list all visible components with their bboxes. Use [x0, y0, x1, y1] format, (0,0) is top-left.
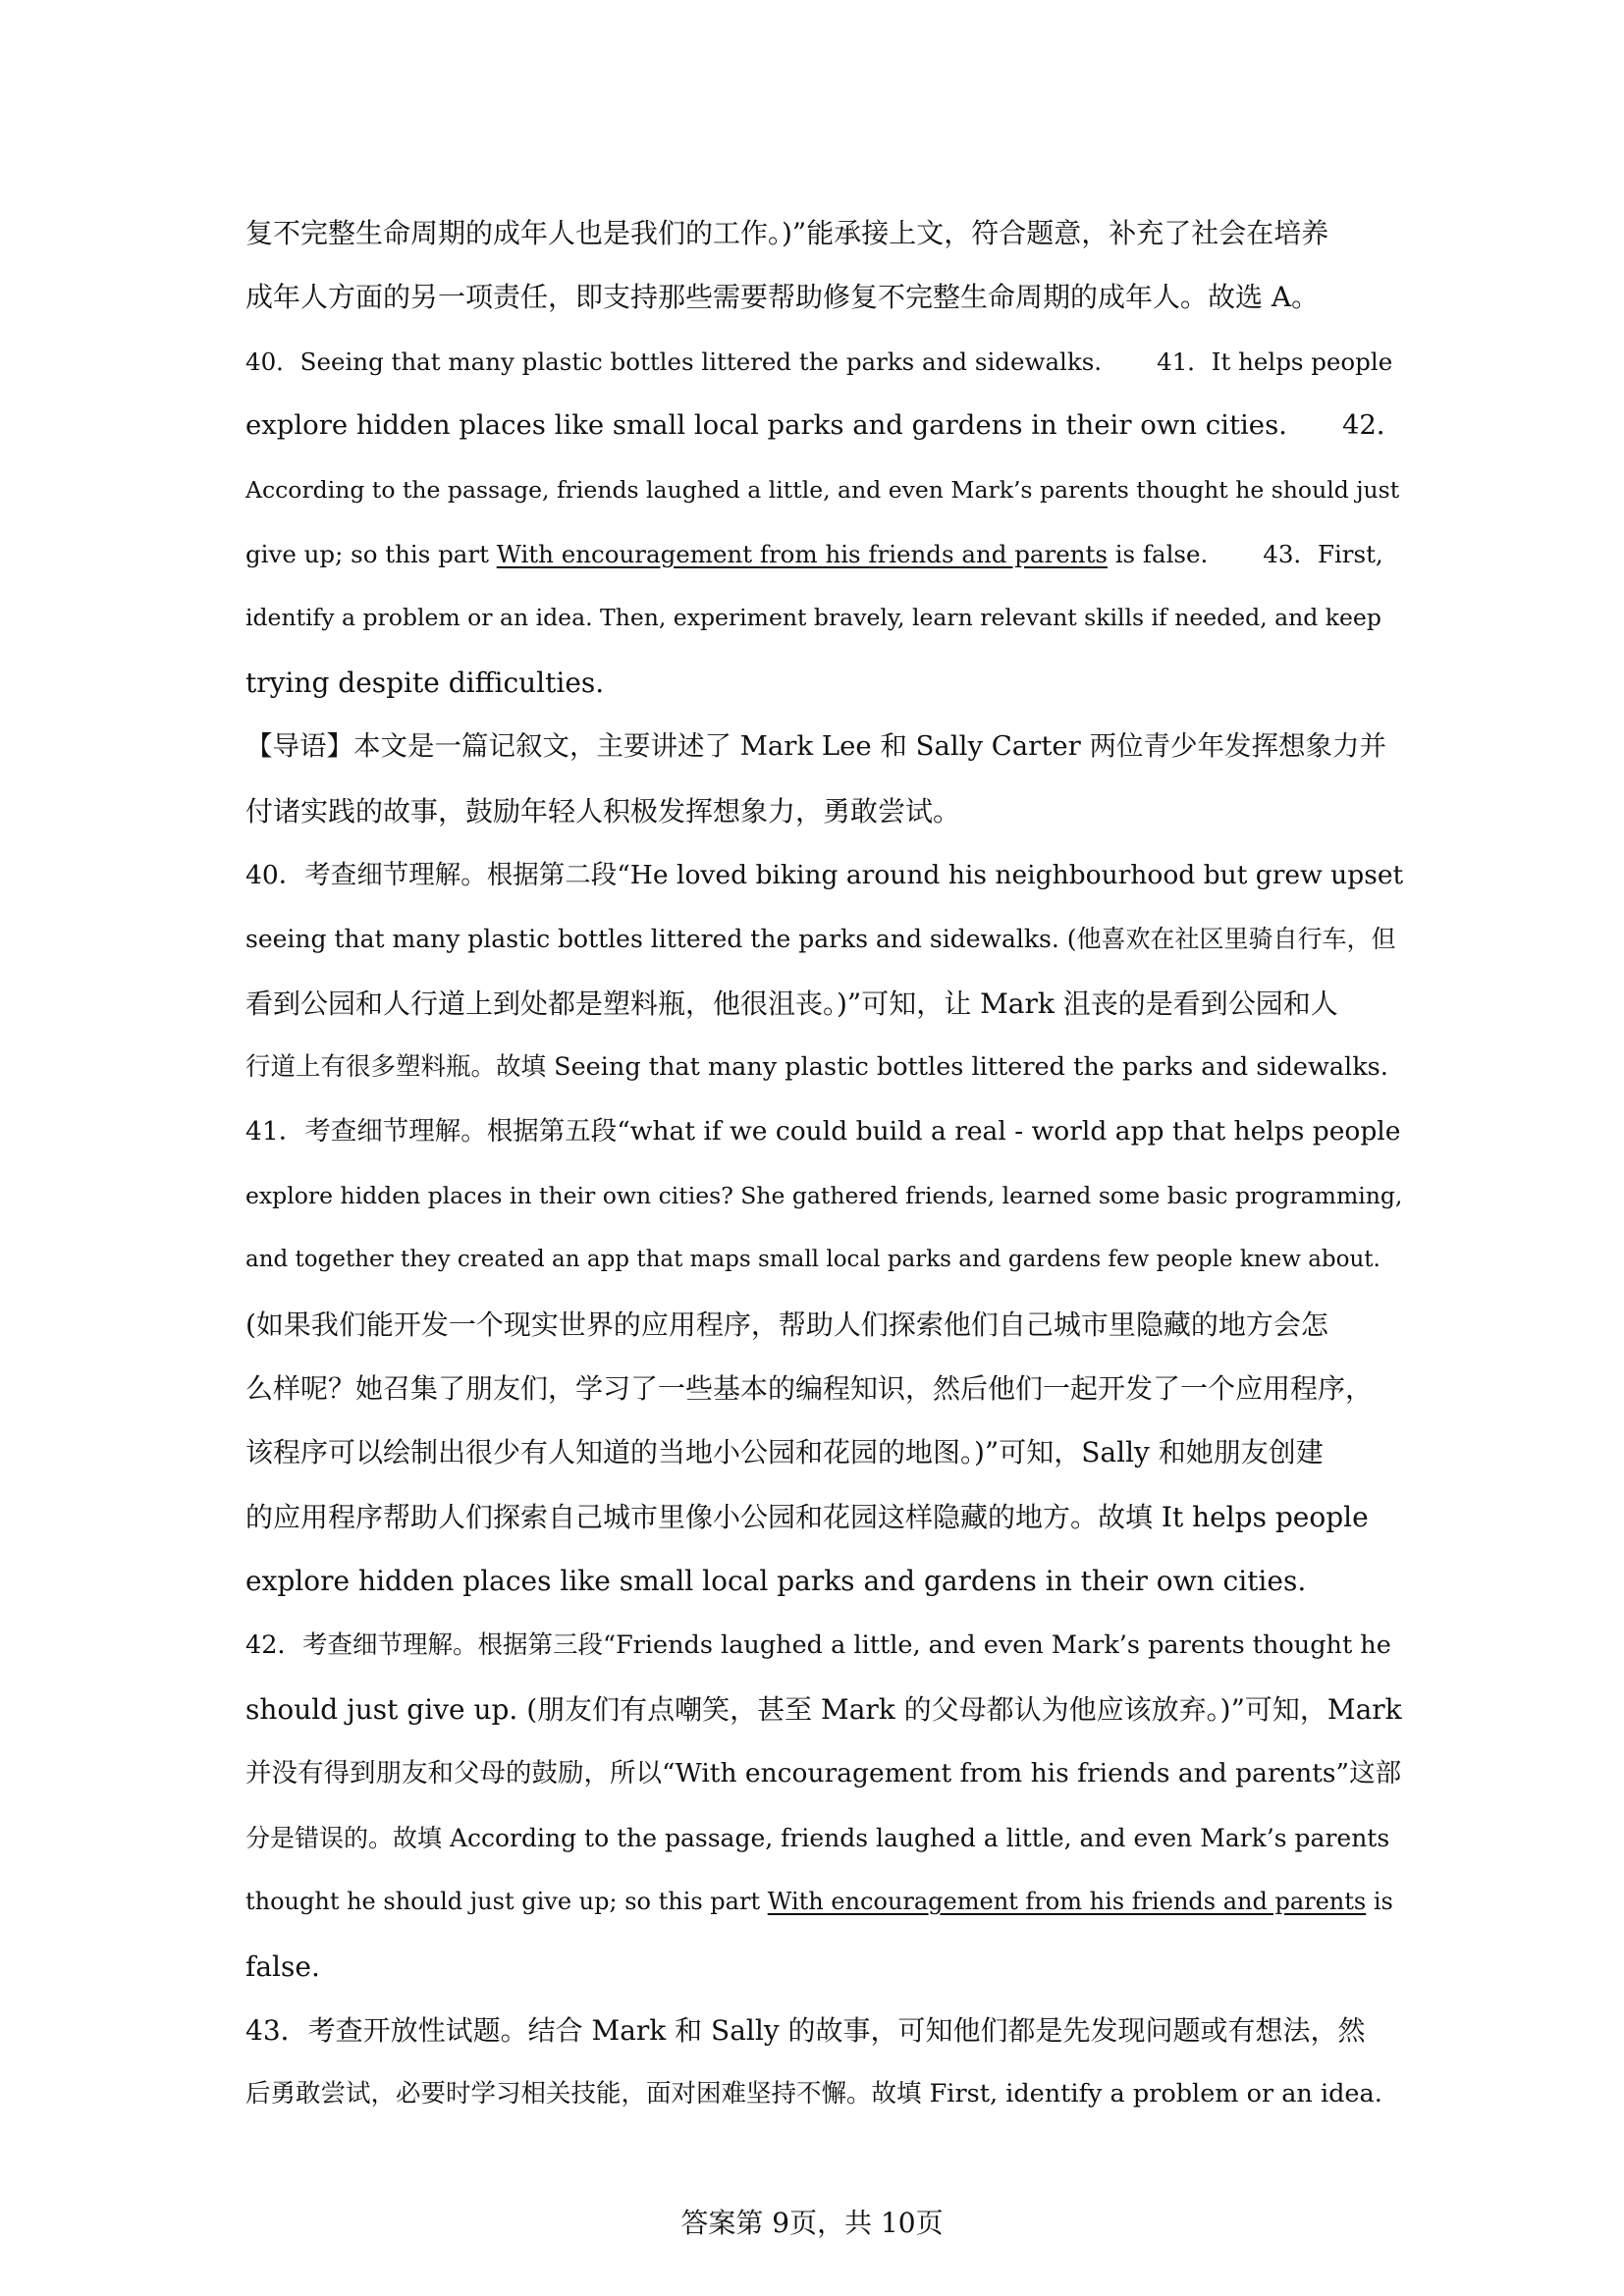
- text-line: 40．Seeing that many plastic bottles littered the parks and sidewalks. 41．It helps people: [245, 347, 1393, 376]
- text-line: 成年人方面的另一项责任，即支持那些需要帮助修复不完整生命周期的成年人。故选 A。: [245, 281, 1320, 314]
- text-line: 后勇敢尝试，必要时学习相关技能，面对困难坚持不懈。故填 First, identify a problem or an idea.: [245, 2079, 1382, 2109]
- text-line: 43．考查开放性试题。结合 Mark 和 Sally 的故事，可知他们都是先发现问题或有想法，然: [245, 2013, 1366, 2047]
- text-line: 42．考查细节理解。根据第三段“Friends laughed a little, and even Mark’s parents thought he: [245, 1629, 1391, 1660]
- underlined-phrase: With encouragement from his friends and parents: [496, 539, 1108, 568]
- text-line: 并没有得到朋友和父母的鼓励，所以“With encouragement from his friends and parents”这部: [245, 1758, 1402, 1789]
- text-line: 该程序可以绘制出很少有人知道的当地小公园和花园的地图。)”可知，Sally 和她朋友创建: [245, 1436, 1324, 1469]
- text-line: trying despite difficulties.: [245, 666, 605, 699]
- text-line: 么样呢？她召集了朋友们，学习了一些基本的编程知识，然后他们一起开发了一个应用程序，: [245, 1372, 1374, 1406]
- text-line: seeing that many plastic bottles littered the parks and sidewalks. (他喜欢在社区里骑自行车，但: [245, 925, 1396, 954]
- text-line: false.: [245, 1949, 320, 1983]
- text-line: explore hidden places like small local parks and gardens in their own cities. 42．: [245, 409, 1404, 442]
- text-line: 分是错误的。故填 According to the passage, friends laughed a little, and even Mark’s parents: [245, 1823, 1390, 1852]
- text-line: explore hidden places like small local parks and gardens in their own cities.: [245, 1565, 1307, 1598]
- text-line: thought he should just give up; so this part With encouragement from his friends and parents is: [245, 1888, 1393, 1916]
- text-line: 看到公园和人行道上到处都是塑料瓶，他很沮丧。)”可知，让 Mark 沮丧的是看到公园和人: [245, 987, 1338, 1020]
- text-line: (如果我们能开发一个现实世界的应用程序，帮助人们探索他们自己城市里隐藏的地方会怎: [245, 1308, 1328, 1341]
- page-footer: 答案第 9页，共 10页: [680, 2207, 944, 2239]
- text-line: 【导语】本文是一篇记叙文，主要讲述了 Mark Lee 和 Sally Carter 两位青少年发挥想象力并: [245, 730, 1387, 763]
- text-line: 行道上有很多塑料瓶。故填 Seeing that many plastic bottles littered the parks and sidewalks.: [245, 1052, 1388, 1083]
- text-line: 付诸实践的故事，鼓励年轻人积极发挥想象力，勇敢尝试。: [245, 794, 961, 828]
- text-line: 的应用程序帮助人们探索自己城市里像小公园和花园这样隐藏的地方。故填 It helps people: [245, 1500, 1369, 1533]
- text-line: and together they created an app that maps small local parks and gardens few people knew about.: [245, 1247, 1380, 1273]
- text-line: should just give up. (朋友们有点嘲笑，甚至 Mark 的父母都认为他应该放弃。)”可知，Mark: [245, 1692, 1402, 1726]
- answer-text-body: [245, 201, 1404, 2127]
- text-line: give up; so this part With encouragement from his friends and parents is false. 43．First,: [245, 539, 1383, 568]
- text-line: According to the passage, friends laughed a little, and even Mark’s parents thought he should just: [245, 475, 1400, 504]
- underlined-phrase: With encouragement from his friends and parents: [767, 1888, 1367, 1916]
- text-line: 复不完整生命周期的成年人也是我们的工作。)”能承接上文，符合题意，补充了社会在培养: [245, 217, 1329, 249]
- text-line: identify a problem or an idea. Then, experiment bravely, learn relevant skills if needed, and keep: [245, 604, 1381, 632]
- text-line: explore hidden places in their own cities? She gathered friends, learned some basic programming,: [245, 1181, 1403, 1209]
- text-line: 40．考查细节理解。根据第二段“He loved biking around his neighbourhood but grew upset: [245, 859, 1404, 890]
- text-line: 41．考查细节理解。根据第五段“what if we could build a real - world app that helps people: [245, 1116, 1401, 1148]
